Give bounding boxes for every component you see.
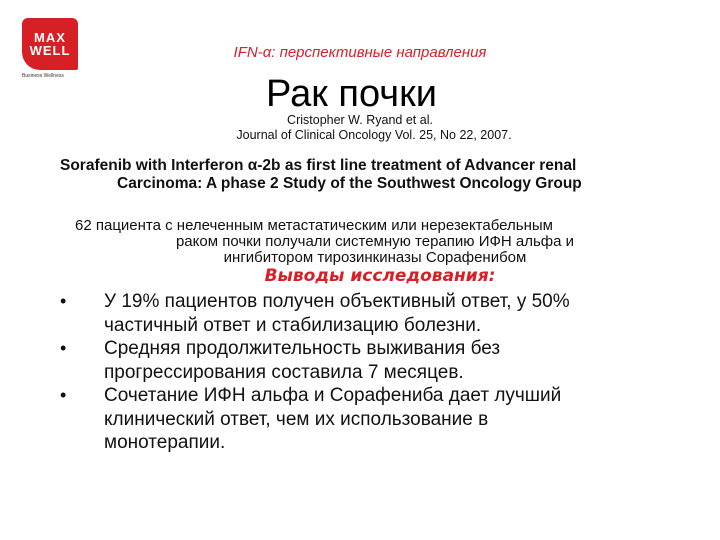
- logo-line-1: MAX: [34, 30, 66, 45]
- citation-journal: Journal of Clinical Oncology Vol. 25, No 22, 2007.: [236, 128, 512, 142]
- bullet-icon: •: [60, 338, 67, 358]
- list-item: [60, 384, 680, 455]
- patients-line-2: раком почки получали системную терапию ИФН альфа и: [175, 233, 575, 250]
- bullet-line: У 19% пациентов получен объективный ответ, у 50%: [104, 291, 570, 312]
- patients-line-1: 62 пациента с нелеченным метастатическим или нерезектабельным: [75, 217, 553, 234]
- bullet-line: Средняя продолжительность выживания без: [104, 338, 501, 359]
- bullet-line: частичный ответ и стабилизацию болезни.: [104, 314, 482, 336]
- list-item: [60, 337, 680, 384]
- logo-tagline: Business Wellness: [22, 73, 64, 79]
- bullet-line: клинический ответ, чем их использование в: [104, 408, 489, 430]
- logo-line-2: WELL: [29, 43, 71, 58]
- conclusions-list: [60, 290, 680, 455]
- patients-line-3: ингибитором тирозинкиназы Сорафенибом: [223, 249, 527, 266]
- study-title-line-2: Carcinoma: A phase 2 Study of the Southwest Oncology Group: [117, 175, 582, 192]
- study-title: [60, 157, 680, 193]
- patients-description: [75, 218, 675, 266]
- conclusions-heading: Выводы исследования:: [264, 266, 496, 286]
- list-item: [60, 290, 680, 337]
- bullet-line: прогрессирования составила 7 месяцев.: [104, 361, 464, 383]
- slide-title: Рак почки: [266, 73, 437, 115]
- citation-authors: Cristopher W. Ryand et al.: [287, 113, 433, 127]
- header-title: IFN-α: перспективные направления: [233, 44, 487, 61]
- bullet-icon: •: [60, 291, 67, 311]
- study-title-line-1: Sorafenib with Interferon α-2b as first line treatment of Advancer renal: [60, 157, 577, 174]
- bullet-icon: •: [60, 385, 67, 405]
- bullet-line: монотерапии.: [104, 432, 226, 453]
- bullet-line: Сочетание ИФН альфа и Сорафениба дает лучший: [104, 385, 562, 406]
